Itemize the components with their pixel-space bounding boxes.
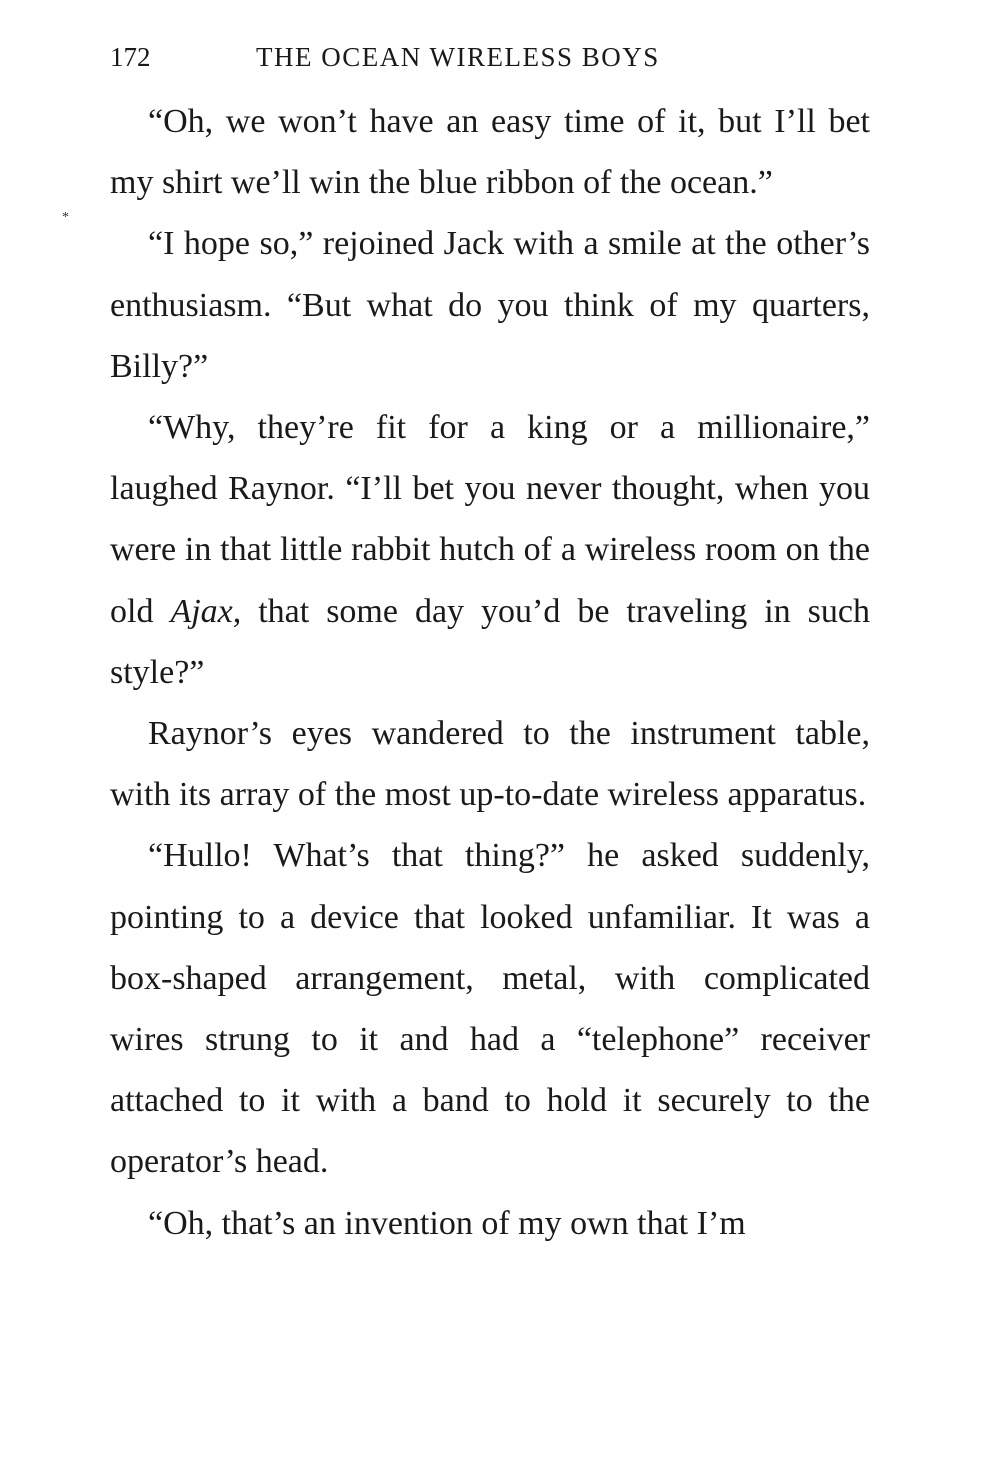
paragraph: “Oh, we won’t have an easy time of it, but I’ll bet my shirt we’ll win the blue ribbon of the ocean.”: [110, 103, 870, 202]
running-head: THE OCEAN WIRELESS BOYS: [256, 42, 660, 72]
paragraph: [110, 397, 870, 703]
ship-name: Ajax,: [170, 592, 242, 630]
paragraph-text: “Why, they’re fit for a king or a millionaire,” laughed Raynor. “I’ll bet you never thought, when you were in that little rabbit hutch of a wireless room on the old: [110, 409, 870, 630]
body-text: [110, 91, 870, 1254]
paragraph: “Hullo! What’s that thing?” he asked suddenly, pointing to a device that looked unfamiliar. It was a box-shaped arrangement, metal, with complicated wires strung to it and had a “telephone” receiver attached to it with a band to hold it securely to the operator’s head.: [110, 837, 870, 1181]
page-header: [110, 42, 870, 78]
paragraph: “Oh, that’s an invention of my own that I’m: [148, 1204, 746, 1242]
print-speck: *: [62, 210, 69, 225]
page-number: 172: [110, 42, 151, 72]
paragraph-text: that some day you’d be traveling in such style?”: [110, 592, 870, 691]
paragraph: Raynor’s eyes wandered to the instrument table, with its array of the most up-to-date wireless apparatus.: [110, 715, 870, 814]
paragraph: “I hope so,” rejoined Jack with a smile at the other’s enthusiasm. “But what do you think of my quarters, Billy?”: [110, 225, 870, 385]
